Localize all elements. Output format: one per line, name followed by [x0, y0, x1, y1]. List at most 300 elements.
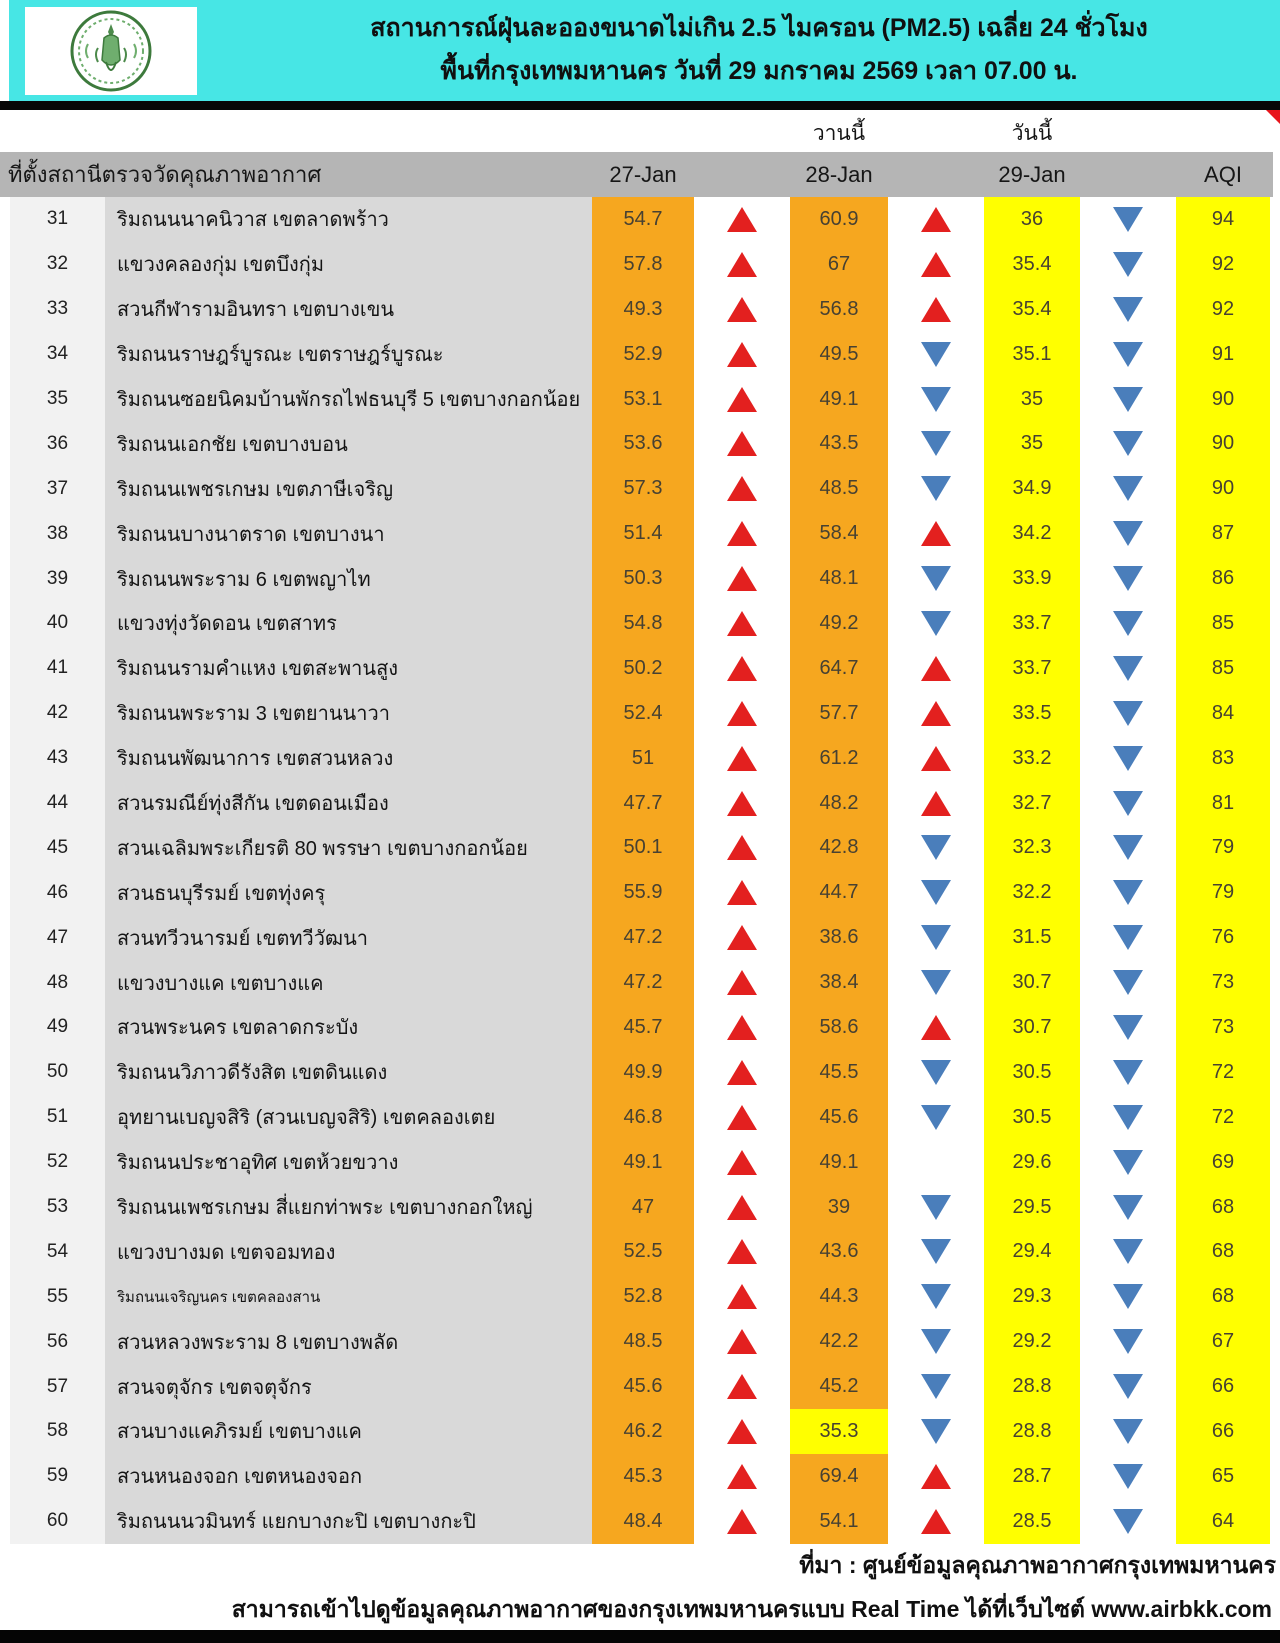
trend-icon	[1113, 342, 1143, 367]
station-number: 35	[10, 377, 105, 422]
trend-27jan	[694, 691, 790, 736]
title-line-2: พื้นที่กรุงเทพมหานคร วันที่ 29 มกราคม 2569 เวลา 07.00 น.	[440, 57, 1078, 86]
trend-icon	[921, 387, 951, 412]
pm25-value-27jan: 47.2	[592, 915, 694, 960]
trend-28jan	[888, 1409, 984, 1454]
pm25-value-29jan: 29.5	[984, 1185, 1080, 1230]
trend-27jan	[694, 1274, 790, 1319]
pm25-value-29jan: 34.9	[984, 466, 1080, 511]
trend-27jan	[694, 825, 790, 870]
trend-27jan	[694, 466, 790, 511]
pm25-value-28jan: 38.6	[790, 915, 888, 960]
station-name: ริมถนนนวมินทร์ แยกบางกะปิ เขตบางกะปิ	[105, 1499, 592, 1544]
pm25-value-27jan: 55.9	[592, 870, 694, 915]
station-number: 31	[10, 197, 105, 242]
trend-icon	[921, 970, 951, 995]
pm25-value-27jan: 46.2	[592, 1409, 694, 1454]
trend-29jan	[1080, 1050, 1176, 1095]
trend-icon	[727, 1509, 757, 1534]
trend-icon	[1113, 1419, 1143, 1444]
trend-28jan	[888, 1499, 984, 1544]
pm25-value-27jan: 45.6	[592, 1364, 694, 1409]
station-name: อุทยานเบญจสิริ (สวนเบญจสิริ) เขตคลองเตย	[105, 1095, 592, 1140]
pm25-value-27jan: 48.4	[592, 1499, 694, 1544]
trend-icon	[921, 476, 951, 501]
trend-icon	[727, 387, 757, 412]
trend-29jan	[1080, 242, 1176, 287]
aqi-value: 66	[1176, 1364, 1270, 1409]
station-number: 32	[10, 242, 105, 287]
aqi-value: 73	[1176, 1005, 1270, 1050]
trend-29jan	[1080, 466, 1176, 511]
trend-27jan	[694, 1050, 790, 1095]
header-divider	[0, 101, 1280, 110]
trend-icon	[921, 880, 951, 905]
trend-29jan	[1080, 781, 1176, 826]
trend-28jan	[888, 377, 984, 422]
pm25-value-28jan: 49.5	[790, 332, 888, 377]
trend-29jan	[1080, 825, 1176, 870]
station-number: 34	[10, 332, 105, 377]
yesterday-label: วานนี้	[812, 122, 866, 145]
station-number: 51	[10, 1095, 105, 1140]
trend-27jan	[694, 556, 790, 601]
trend-27jan	[694, 1005, 790, 1050]
aqi-value: 92	[1176, 242, 1270, 287]
trend-27jan	[694, 377, 790, 422]
station-name: สวนจตุจักร เขตจตุจักร	[105, 1364, 592, 1409]
pm25-value-27jan: 50.3	[592, 556, 694, 601]
trend-icon	[1113, 925, 1143, 950]
pm25-value-29jan: 33.5	[984, 691, 1080, 736]
pm25-value-28jan: 45.6	[790, 1095, 888, 1140]
trend-28jan	[888, 1095, 984, 1140]
station-name: แขวงทุ่งวัดดอน เขตสาทร	[105, 601, 592, 646]
trend-icon	[1113, 1284, 1143, 1309]
trend-29jan	[1080, 1454, 1176, 1499]
trend-icon	[1113, 252, 1143, 277]
trend-29jan	[1080, 1140, 1176, 1185]
trend-icon	[727, 1419, 757, 1444]
pm25-value-27jan: 54.8	[592, 601, 694, 646]
station-name: แขวงคลองกุ่ม เขตบึงกุ่ม	[105, 242, 592, 287]
trend-icon	[727, 521, 757, 546]
trend-28jan	[888, 870, 984, 915]
pm25-value-27jan: 46.8	[592, 1095, 694, 1140]
trend-29jan	[1080, 646, 1176, 691]
table-row	[10, 601, 1270, 646]
trend-icon	[921, 342, 951, 367]
station-number: 53	[10, 1185, 105, 1230]
trend-icon	[921, 431, 951, 456]
table-row	[10, 781, 1270, 826]
pm25-value-27jan: 54.7	[592, 197, 694, 242]
trend-29jan	[1080, 1409, 1176, 1454]
aqi-value: 91	[1176, 332, 1270, 377]
trend-28jan	[888, 556, 984, 601]
trend-icon	[727, 701, 757, 726]
pm25-value-29jan: 33.9	[984, 556, 1080, 601]
trend-icon	[1113, 1015, 1143, 1040]
station-number: 60	[10, 1499, 105, 1544]
pm25-value-29jan: 33.2	[984, 736, 1080, 781]
pm25-value-29jan: 29.2	[984, 1319, 1080, 1364]
table-row	[10, 691, 1270, 736]
trend-icon	[921, 925, 951, 950]
trend-28jan	[888, 825, 984, 870]
pm25-value-28jan: 61.2	[790, 736, 888, 781]
pm25-value-28jan: 45.2	[790, 1364, 888, 1409]
day-labels-row	[10, 110, 1270, 152]
trend-28jan	[888, 1319, 984, 1364]
trend-28jan	[888, 511, 984, 556]
pm25-value-27jan: 57.8	[592, 242, 694, 287]
station-name: แขวงบางมด เขตจอมทอง	[105, 1229, 592, 1274]
pm25-value-29jan: 32.7	[984, 781, 1080, 826]
trend-28jan	[888, 242, 984, 287]
trend-29jan	[1080, 556, 1176, 601]
trend-icon	[727, 835, 757, 860]
table-row	[10, 556, 1270, 601]
trend-27jan	[694, 197, 790, 242]
trend-29jan	[1080, 960, 1176, 1005]
table-row	[10, 511, 1270, 556]
trend-27jan	[694, 1364, 790, 1409]
trend-27jan	[694, 870, 790, 915]
pm25-value-27jan: 47	[592, 1185, 694, 1230]
pm25-value-28jan: 45.5	[790, 1050, 888, 1095]
table-row	[10, 1499, 1270, 1544]
trend-icon	[921, 791, 951, 816]
trend-27jan	[694, 781, 790, 826]
pm25-value-28jan: 42.8	[790, 825, 888, 870]
trend-29jan	[1080, 1005, 1176, 1050]
pm25-value-29jan: 34.2	[984, 511, 1080, 556]
trend-29jan	[1080, 870, 1176, 915]
table-row	[10, 870, 1270, 915]
trend-icon	[1113, 1509, 1143, 1534]
trend-27jan	[694, 332, 790, 377]
trend-27jan	[694, 511, 790, 556]
trend-27jan	[694, 1454, 790, 1499]
trend-icon	[1113, 476, 1143, 501]
trend-28jan	[888, 1140, 984, 1185]
station-number: 50	[10, 1050, 105, 1095]
pm25-value-27jan: 49.9	[592, 1050, 694, 1095]
source-note: ที่มา : ศูนย์ข้อมูลคุณภาพอากาศกรุงเทพมหานคร	[799, 1552, 1276, 1578]
aqi-value: 72	[1176, 1050, 1270, 1095]
table-row	[10, 1229, 1270, 1274]
station-number: 56	[10, 1319, 105, 1364]
pm25-value-27jan: 50.2	[592, 646, 694, 691]
pm25-value-29jan: 32.3	[984, 825, 1080, 870]
today-label: วันนี้	[1011, 122, 1053, 145]
trend-icon	[727, 342, 757, 367]
trend-29jan	[1080, 197, 1176, 242]
aqi-value: 64	[1176, 1499, 1270, 1544]
trend-icon	[1113, 656, 1143, 681]
table-row	[10, 646, 1270, 691]
trend-icon	[1113, 1060, 1143, 1085]
trend-icon	[727, 611, 757, 636]
trend-27jan	[694, 915, 790, 960]
aqi-value: 90	[1176, 466, 1270, 511]
trend-icon	[921, 656, 951, 681]
station-number: 55	[10, 1274, 105, 1319]
trend-icon	[921, 566, 951, 591]
trend-icon	[921, 297, 951, 322]
table-row	[10, 825, 1270, 870]
trend-28jan	[888, 915, 984, 960]
trend-29jan	[1080, 1364, 1176, 1409]
pm25-value-28jan: 56.8	[790, 287, 888, 332]
trend-icon	[1113, 431, 1143, 456]
station-name: สวนบางแคภิรมย์ เขตบางแค	[105, 1409, 592, 1454]
trend-28jan	[888, 691, 984, 736]
station-name: ริมถนนพัฒนาการ เขตสวนหลวง	[105, 736, 592, 781]
column-header-row	[10, 152, 1270, 197]
trend-icon	[1113, 791, 1143, 816]
table-row	[10, 466, 1270, 511]
trend-27jan	[694, 736, 790, 781]
station-number: 57	[10, 1364, 105, 1409]
station-name: ริมถนนเอกชัย เขตบางบอน	[105, 421, 592, 466]
trend-icon	[727, 476, 757, 501]
station-number: 33	[10, 287, 105, 332]
trend-29jan	[1080, 601, 1176, 646]
column-header-29jan: 29-Jan	[998, 161, 1066, 187]
trend-27jan	[694, 1185, 790, 1230]
trend-29jan	[1080, 1185, 1176, 1230]
trend-icon	[1113, 521, 1143, 546]
trend-29jan	[1080, 332, 1176, 377]
station-number: 38	[10, 511, 105, 556]
pm25-value-29jan: 32.2	[984, 870, 1080, 915]
station-name: สวนหนองจอก เขตหนองจอก	[105, 1454, 592, 1499]
pm25-value-27jan: 47.2	[592, 960, 694, 1005]
trend-29jan	[1080, 1274, 1176, 1319]
station-name: ริมถนนประชาอุทิศ เขตห้วยขวาง	[105, 1140, 592, 1185]
station-number: 39	[10, 556, 105, 601]
trend-icon	[1113, 1195, 1143, 1220]
table-row	[10, 332, 1270, 377]
station-number: 48	[10, 960, 105, 1005]
pm25-value-29jan: 30.5	[984, 1095, 1080, 1140]
table-row	[10, 1140, 1270, 1185]
trend-icon	[727, 1015, 757, 1040]
pm25-value-28jan: 49.1	[790, 1140, 888, 1185]
report-header	[9, 0, 1280, 101]
pm25-value-28jan: 42.2	[790, 1319, 888, 1364]
table-row	[10, 1319, 1270, 1364]
station-number: 40	[10, 601, 105, 646]
pm25-value-28jan: 35.3	[790, 1409, 888, 1454]
trend-icon	[727, 1284, 757, 1309]
pm25-value-28jan: 54.1	[790, 1499, 888, 1544]
trend-29jan	[1080, 1499, 1176, 1544]
pm25-value-28jan: 58.4	[790, 511, 888, 556]
pm25-value-27jan: 52.5	[592, 1229, 694, 1274]
aqi-value: 87	[1176, 511, 1270, 556]
trend-icon	[1113, 207, 1143, 232]
pm25-value-28jan: 60.9	[790, 197, 888, 242]
station-name: สวนพระนคร เขตลาดกระบัง	[105, 1005, 592, 1050]
trend-icon	[727, 880, 757, 905]
trend-icon	[921, 1060, 951, 1085]
table-row	[10, 1454, 1270, 1499]
table-row	[10, 1095, 1270, 1140]
station-name: สวนธนบุรีรมย์ เขตทุ่งครุ	[105, 870, 592, 915]
station-name: ริมถนนนาคนิวาส เขตลาดพร้าว	[105, 197, 592, 242]
trend-28jan	[888, 1185, 984, 1230]
trend-icon	[727, 297, 757, 322]
station-table-body	[10, 197, 1270, 1544]
trend-28jan	[888, 1454, 984, 1499]
trend-28jan	[888, 1364, 984, 1409]
station-name: ริมถนนเพชรเกษม เขตภาษีเจริญ	[105, 466, 592, 511]
pm25-value-29jan: 35.1	[984, 332, 1080, 377]
aqi-value: 92	[1176, 287, 1270, 332]
trend-27jan	[694, 1319, 790, 1364]
pm25-value-29jan: 33.7	[984, 601, 1080, 646]
trend-icon	[1113, 1464, 1143, 1489]
table-row	[10, 1364, 1270, 1409]
trend-icon	[1113, 1329, 1143, 1354]
trend-icon	[1113, 387, 1143, 412]
pm25-value-29jan: 29.4	[984, 1229, 1080, 1274]
table-row	[10, 1274, 1270, 1319]
trend-icon	[727, 207, 757, 232]
trend-icon	[1113, 611, 1143, 636]
table-row	[10, 421, 1270, 466]
pm25-value-28jan: 67	[790, 242, 888, 287]
pm25-value-28jan: 48.1	[790, 556, 888, 601]
aqi-value: 76	[1176, 915, 1270, 960]
pm25-value-28jan: 48.5	[790, 466, 888, 511]
station-name: ริมถนนพระราม 6 เขตพญาไท	[105, 556, 592, 601]
trend-28jan	[888, 287, 984, 332]
trend-27jan	[694, 960, 790, 1005]
trend-icon	[727, 1195, 757, 1220]
trend-27jan	[694, 1409, 790, 1454]
pm25-value-27jan: 47.7	[592, 781, 694, 826]
station-number: 58	[10, 1409, 105, 1454]
aqi-value: 94	[1176, 197, 1270, 242]
table-row	[10, 1005, 1270, 1050]
trend-29jan	[1080, 287, 1176, 332]
trend-28jan	[888, 1274, 984, 1319]
aqi-value: 84	[1176, 691, 1270, 736]
realtime-note: สามารถเข้าไปดูข้อมูลคุณภาพอากาศของกรุงเทพมหานครแบบ Real Time ได้ที่เว็บไซต์ www.airbkk.com	[231, 1596, 1272, 1622]
trend-29jan	[1080, 736, 1176, 781]
aqi-value: 65	[1176, 1454, 1270, 1499]
pm25-value-27jan: 45.3	[592, 1454, 694, 1499]
aqi-value: 81	[1176, 781, 1270, 826]
trend-29jan	[1080, 377, 1176, 422]
trend-icon	[1113, 1374, 1143, 1399]
trend-icon	[727, 1150, 757, 1175]
table-row	[10, 736, 1270, 781]
trend-icon	[727, 431, 757, 456]
table-row	[10, 377, 1270, 422]
pm25-value-29jan: 35.4	[984, 287, 1080, 332]
trend-icon	[921, 611, 951, 636]
trend-icon	[921, 521, 951, 546]
table-row	[10, 242, 1270, 287]
station-name: สวนหลวงพระราม 8 เขตบางพลัด	[105, 1319, 592, 1364]
pm25-value-28jan: 64.7	[790, 646, 888, 691]
station-name: สวนรมณีย์ทุ่งสีกัน เขตดอนเมือง	[105, 781, 592, 826]
aqi-value: 90	[1176, 421, 1270, 466]
pm25-value-29jan: 35	[984, 377, 1080, 422]
trend-27jan	[694, 1095, 790, 1140]
trend-29jan	[1080, 915, 1176, 960]
trend-28jan	[888, 736, 984, 781]
pm25-value-29jan: 31.5	[984, 915, 1080, 960]
trend-icon	[1113, 1150, 1143, 1175]
trend-icon	[921, 252, 951, 277]
pm25-value-27jan: 57.3	[592, 466, 694, 511]
pm25-value-29jan: 28.7	[984, 1454, 1080, 1499]
aqi-value: 69	[1176, 1140, 1270, 1185]
trend-29jan	[1080, 1229, 1176, 1274]
aqi-value: 66	[1176, 1409, 1270, 1454]
trend-icon	[1113, 701, 1143, 726]
trend-icon	[727, 925, 757, 950]
table-row	[10, 1185, 1270, 1230]
trend-28jan	[888, 646, 984, 691]
aqi-value: 79	[1176, 870, 1270, 915]
pm25-value-27jan: 49.3	[592, 287, 694, 332]
trend-29jan	[1080, 511, 1176, 556]
trend-icon	[727, 1060, 757, 1085]
pm25-value-29jan: 33.7	[984, 646, 1080, 691]
pm25-value-27jan: 45.7	[592, 1005, 694, 1050]
bottom-bar	[0, 1630, 1280, 1643]
column-header-station: ที่ตั้งสถานีตรวจวัดคุณภาพอากาศ	[8, 162, 322, 187]
trend-29jan	[1080, 1319, 1176, 1364]
title-line-1: สถานการณ์ฝุ่นละอองขนาดไม่เกิน 2.5 ไมครอน (PM2.5) เฉลี่ย 24 ชั่วโมง	[370, 14, 1148, 43]
pm25-value-28jan: 57.7	[790, 691, 888, 736]
station-name: ริมถนนเพชรเกษม สี่แยกท่าพระ เขตบางกอกใหญ่	[105, 1185, 592, 1230]
pm25-value-29jan: 35.4	[984, 242, 1080, 287]
trend-icon	[921, 1195, 951, 1220]
pm25-value-27jan: 48.5	[592, 1319, 694, 1364]
trend-icon	[921, 746, 951, 771]
column-header-28jan: 28-Jan	[805, 161, 873, 187]
trend-28jan	[888, 466, 984, 511]
trend-icon	[921, 701, 951, 726]
aqi-value: 83	[1176, 736, 1270, 781]
pm25-value-28jan: 39	[790, 1185, 888, 1230]
station-name: ริมถนนวิภาวดีรังสิต เขตดินแดง	[105, 1050, 592, 1095]
trend-icon	[921, 1464, 951, 1489]
trend-icon	[727, 970, 757, 995]
pm25-value-28jan: 48.2	[790, 781, 888, 826]
trend-icon	[1113, 297, 1143, 322]
pm25-value-28jan: 58.6	[790, 1005, 888, 1050]
pm25-value-28jan: 49.2	[790, 601, 888, 646]
station-number: 47	[10, 915, 105, 960]
aqi-value: 68	[1176, 1185, 1270, 1230]
pm25-value-29jan: 29.3	[984, 1274, 1080, 1319]
pm25-value-29jan: 35	[984, 421, 1080, 466]
trend-icon	[727, 656, 757, 681]
pm25-value-29jan: 30.5	[984, 1050, 1080, 1095]
column-header-27jan: 27-Jan	[609, 161, 677, 187]
station-name: ริมถนนเจริญนคร เขตคลองสาน	[105, 1274, 592, 1319]
station-name: ริมถนนซอยนิคมบ้านพักรถไฟธนบุรี 5 เขตบางกอกน้อย	[105, 377, 592, 422]
